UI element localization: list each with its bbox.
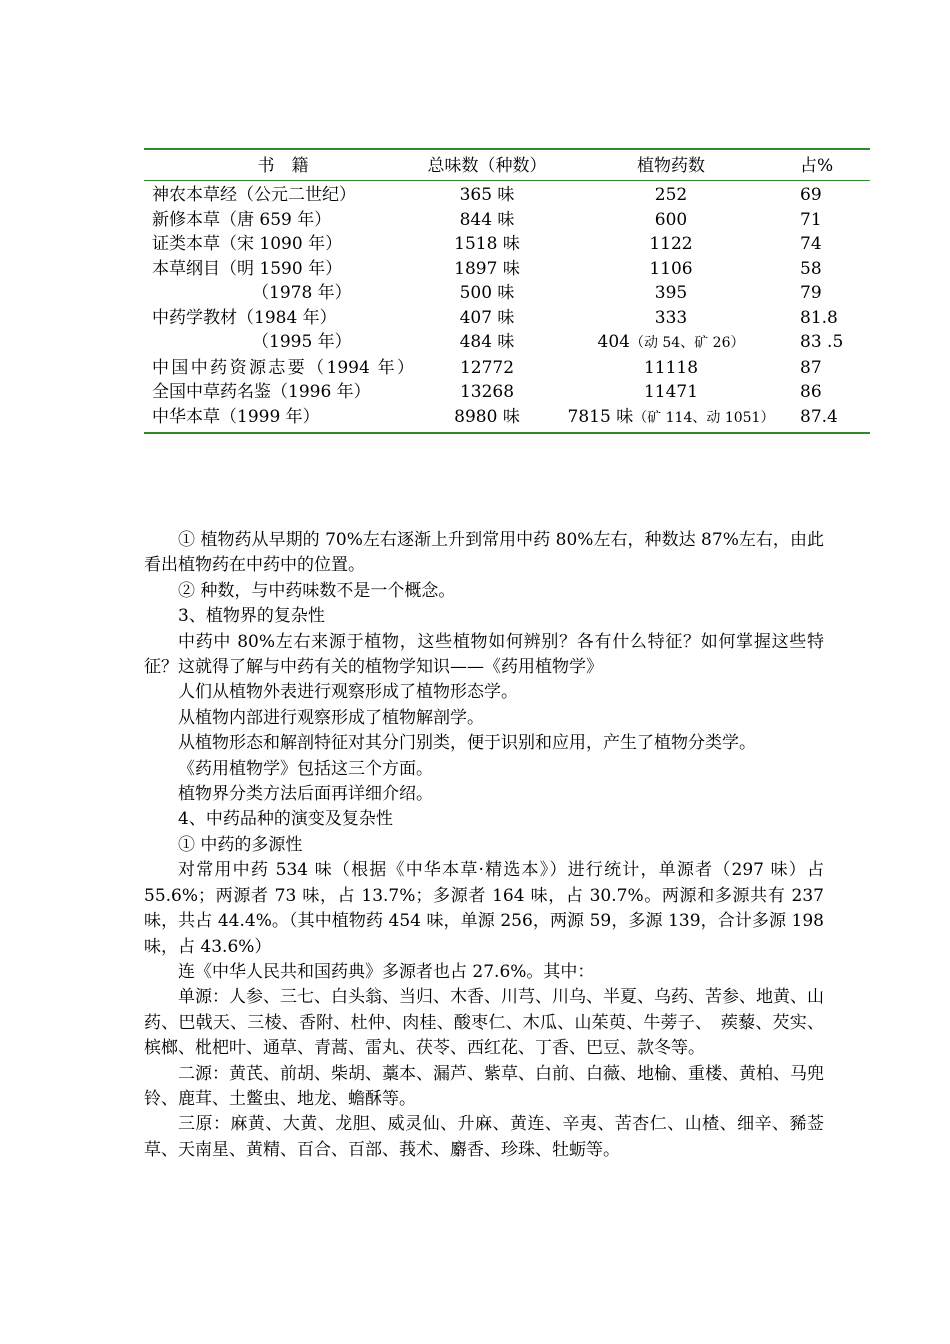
- paragraph: 对常用中药 534 味（根据《中华本草·精选本》）进行统计，单源者（297 味）占 55.6%；两源者 73 味，占 13.7%；多源者 164 味，占 30.7%。两源和多源共有 237 味，共占 44.4%。（其中植物药 454 味，单源 256，两源 59，多源 139，合计多源 198 味，占 43.6%）: [144, 860, 824, 957]
- table-header-row: [144, 149, 870, 181]
- cell-plant: [556, 306, 786, 331]
- paragraph: 从植物形态和解剖特征对其分门别类，便于识别和应用，产生了植物分类学。: [178, 733, 756, 754]
- header-percent: 占%: [786, 149, 870, 181]
- table-row: [144, 181, 870, 208]
- paragraph: 二源：黄芪、前胡、柴胡、藁本、漏芦、紫草、白前、白薇、地榆、重楼、黄柏、马兜铃、鹿茸、土鳖虫、地龙、蟾酥等。: [144, 1063, 824, 1109]
- body-text: [144, 528, 824, 1163]
- cell-percent: 87.4: [800, 406, 838, 427]
- cell-total: 13268: [459, 382, 515, 402]
- table-row: [144, 380, 870, 405]
- plant-count: 404: [597, 332, 630, 352]
- paragraph: ① 中药的多源性: [178, 834, 303, 855]
- cell-percent: 58: [800, 258, 822, 279]
- paragraph: 单源：人参、三七、白头翁、当归、木香、川芎、川乌、半夏、乌药、苦参、地黄、山药、巴戟天、三棱、香附、杜仲、肉桂、酸枣仁、木瓜、山茱萸、牛蒡子、 蒺藜、芡实、槟榔、枇杷叶、通草、青蒿、雷丸、茯苓、西红花、丁香、巴豆、款冬等。: [144, 987, 824, 1059]
- table-row: [144, 306, 870, 331]
- cell-total: 484 味: [459, 332, 515, 352]
- cell-book: 本草纲目（明 1590 年）: [152, 258, 343, 279]
- paragraph: 人们从植物外表进行观察形成了植物形态学。: [178, 682, 518, 703]
- table-row: [144, 208, 870, 233]
- cell-book: （1995 年）: [252, 332, 352, 352]
- table-row: [144, 330, 870, 356]
- paragraph: 植物界分类方法后面再详细介绍。: [178, 784, 433, 805]
- cell-plant: [556, 281, 786, 306]
- table-row: [144, 232, 870, 257]
- cell-percent: 79: [800, 283, 822, 303]
- cell-plant: [556, 208, 786, 233]
- paragraph: 中药中 80%左右来源于植物，这些植物如何辨别？各有什么特征？如何掌握这些特征？这就得了解与中药有关的植物学知识——《药用植物学》: [144, 631, 824, 678]
- plant-count: 252: [654, 185, 688, 205]
- plant-count: 11118: [643, 357, 699, 378]
- plant-count: 600: [654, 209, 688, 230]
- cell-total: 12772: [459, 357, 515, 378]
- paragraph: 《药用植物学》包括这三个方面。: [178, 758, 433, 779]
- cell-book: 中药学教材（1984 年）: [152, 307, 337, 328]
- plant-count: 11471: [643, 382, 699, 402]
- plant-note: （矿 114、动 1051）: [633, 409, 775, 426]
- paragraph: ② 种数，与中药味数不是一个概念。: [178, 580, 456, 601]
- paragraph: 3、植物界的复杂性: [178, 606, 325, 627]
- paragraph: 连《中华人民共和国药典》多源者也占 27.6%。其中：: [178, 961, 595, 982]
- cell-plant: [556, 380, 786, 405]
- cell-total: 1897 味: [454, 258, 520, 279]
- table-row: [144, 257, 870, 282]
- plant-count: 1122: [649, 234, 693, 254]
- cell-book: 神农本草经（公元二世纪）: [152, 185, 356, 205]
- header-book: 书 籍: [144, 149, 418, 181]
- cell-book: 证类本草（宋 1090 年）: [152, 234, 343, 254]
- cell-percent: 87: [800, 357, 822, 378]
- cell-plant: [556, 181, 786, 208]
- cell-total: 365 味: [459, 185, 515, 205]
- plant-count: 333: [654, 307, 688, 328]
- cell-total: 844 味: [459, 209, 515, 230]
- paragraph: 三原：麻黄、大黄、龙胆、威灵仙、升麻、黄连、辛夷、苦杏仁、山楂、细辛、豨莶草、天南星、黄精、百合、百部、莪术、麝香、珍珠、牡蛎等。: [144, 1114, 824, 1160]
- paragraph: 4、中药品种的演变及复杂性: [178, 809, 393, 830]
- table-row: [144, 281, 870, 306]
- cell-total: 500 味: [459, 283, 515, 303]
- cell-percent: 71: [800, 209, 822, 230]
- cell-plant: [556, 232, 786, 257]
- cell-percent: 83 .5: [800, 332, 844, 352]
- plant-count: 7815 味: [567, 406, 634, 427]
- header-total: 总味数（种数）: [418, 149, 556, 181]
- header-plant: 植物药数: [556, 149, 786, 181]
- cell-plant: [556, 330, 786, 356]
- cell-percent: 74: [800, 234, 822, 254]
- cell-book: （1978 年）: [252, 283, 352, 303]
- cell-total: 1518 味: [454, 234, 520, 254]
- cell-total: 407 味: [459, 307, 515, 328]
- table-row: [144, 405, 870, 434]
- plant-count: 395: [654, 283, 688, 303]
- cell-book: 全国中草药名鉴（1996 年）: [152, 382, 371, 402]
- cell-plant: [556, 356, 786, 381]
- paragraph: 从植物内部进行观察形成了植物解剖学。: [178, 707, 484, 728]
- cell-total: 8980 味: [454, 406, 520, 427]
- cell-book: 中华本草（1999 年）: [152, 406, 320, 427]
- cell-book: 中国中药资源志要（1994 年）: [152, 357, 414, 378]
- herbal-statistics-table: [144, 148, 870, 434]
- paragraph: ① 植物药从早期的 70%左右逐渐上升到常用中药 80%左右，种数达 87%左右，由此看出植物药在中药中的位置。: [144, 530, 824, 576]
- table-row: [144, 356, 870, 381]
- cell-percent: 86: [800, 382, 822, 402]
- cell-plant: [556, 257, 786, 282]
- cell-percent: 81.8: [800, 307, 838, 328]
- plant-count: 1106: [649, 258, 693, 279]
- cell-plant: [556, 405, 786, 434]
- plant-note: （动 54、矿 26）: [629, 335, 745, 351]
- cell-percent: 69: [800, 185, 822, 205]
- cell-book: 新修本草（唐 659 年）: [152, 209, 332, 230]
- table-body: [144, 181, 870, 434]
